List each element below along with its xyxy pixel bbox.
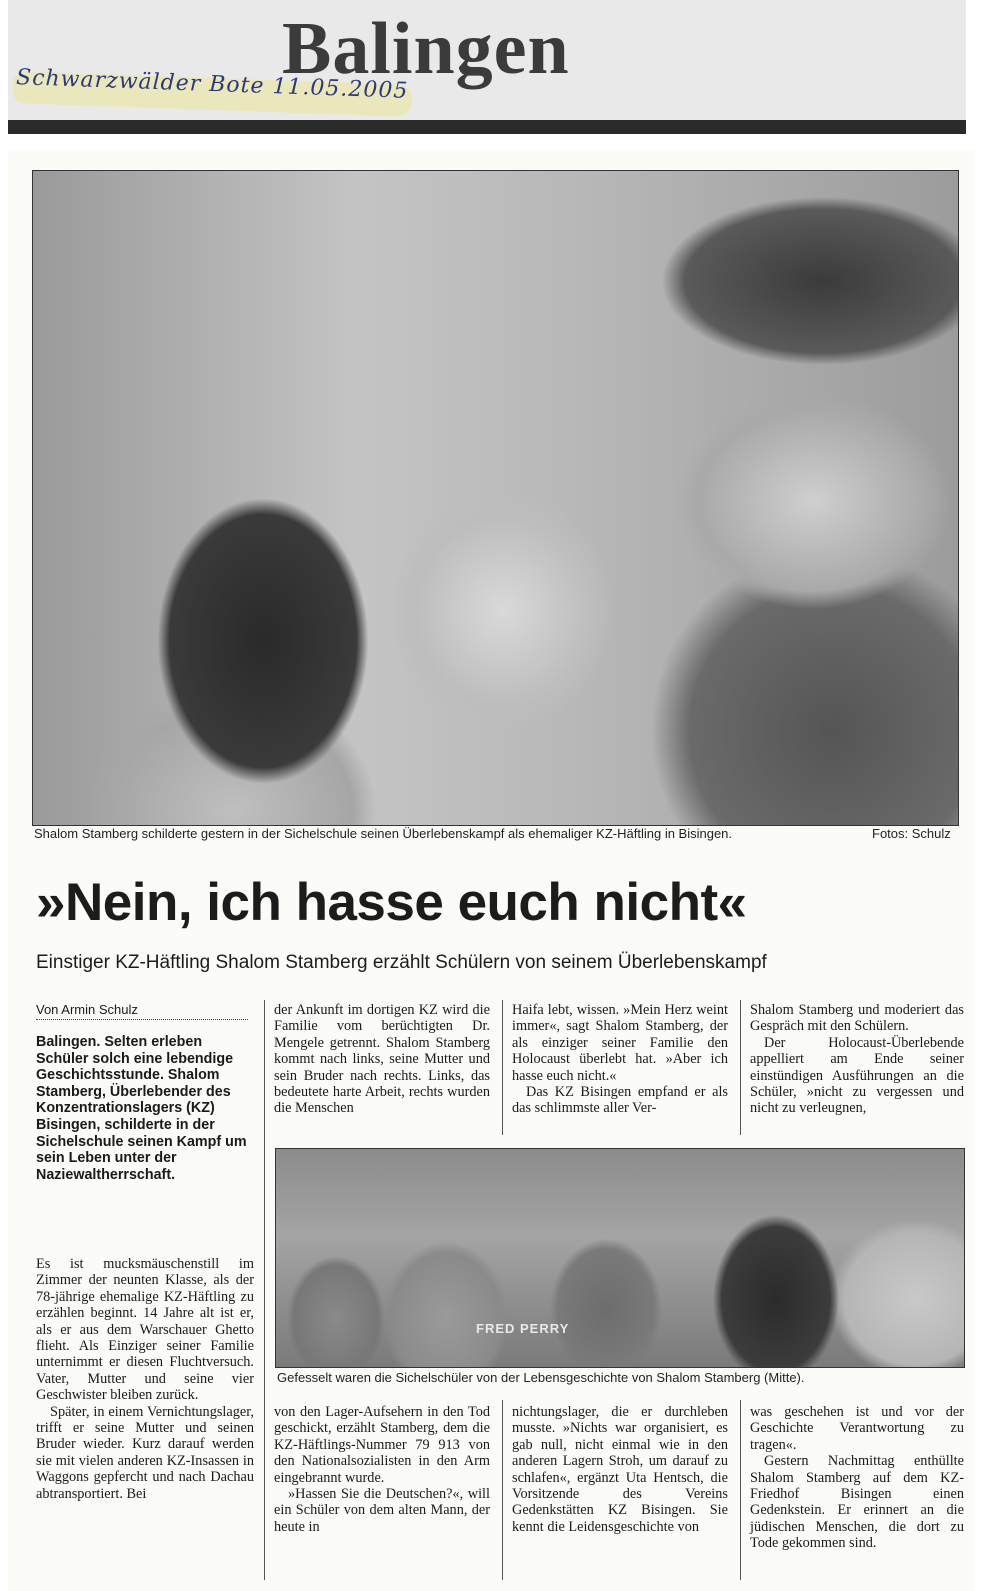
paragraph: nichtungslager, die er durchleben musste. »Nichts war organisiert, es gab null, nicht einmal wie in den anderen Lagern Stroh, um darauf zu schlafen«, ergänzt Uta Hentsch, die Vorsitzende des Vereins Gedenkstätten KZ Bisingen. Sie kennt die Leidensgeschichte von <box>512 1404 728 1535</box>
paragraph: Haifa lebt, wissen. »Mein Herz weint immer«, sagt Shalom Stamberg, der als einziger seiner Familie den Holocaust überlebt hat. »Aber ich hasse euch nicht.« <box>512 1002 728 1084</box>
column-separator <box>502 1400 503 1580</box>
column-2-bottom <box>274 1404 490 1535</box>
paragraph: Der Holocaust-Überlebende appelliert am Ende seiner einstündigen Ausführungen an die Schüler, »nicht zu vergessen und nicht zu verleugnen, <box>750 1034 964 1117</box>
column-separator <box>740 1400 741 1580</box>
column-3-top <box>512 1002 728 1117</box>
paragraph: »Hassen Sie die Deutschen?«, will ein Schüler von dem alten Mann, der heute in <box>274 1486 490 1535</box>
main-photo-caption: Shalom Stamberg schilderte gestern in der Sichelschule seinen Überlebenskampf als ehemaliger KZ-Häftling in Bisingen. <box>34 826 733 841</box>
paragraph: der Ankunft im dortigen KZ wird die Familie vom berüchtigten Dr. Mengele getrennt. Shalom Stamberg kommt nach links, seine Mutter und sein Bruder nach rechts. Links, das bedeutete harte Arbeit, rechts wurden die Menschen <box>274 1002 490 1117</box>
column-separator <box>264 1000 265 1580</box>
headline: »Nein, ich hasse euch nicht« <box>36 873 747 932</box>
paragraph: Das KZ Bisingen empfand er als das schlimmste aller Ver- <box>512 1084 728 1117</box>
column-separator <box>502 1000 503 1135</box>
byline: Von Armin Schulz <box>36 1002 248 1020</box>
main-photo <box>32 170 959 826</box>
photo-credit: Fotos: Schulz <box>872 826 951 841</box>
paragraph: Gestern Nachmittag enthüllte Shalom Stamberg auf dem KZ-Friedhof Bisingen einen Gedenkstein. Er erinnert an die jüdischen Menschen, die dort zu Tode gekommen sind. <box>750 1453 964 1552</box>
paragraph: Später, in einem Vernichtungslager, trifft er seine Mutter und seinen Bruder wieder. Kurz darauf werden sie mit vielen anderen KZ-Insassen in Waggons gepfercht und nach Dachau abtransportiert. Bei <box>36 1403 254 1502</box>
column-1-body <box>36 1256 254 1502</box>
column-2-top <box>274 1002 490 1117</box>
column-3-bottom <box>512 1404 728 1535</box>
column-4-bottom <box>750 1404 964 1552</box>
paragraph: Shalom Stamberg und moderiert das Gespräch mit den Schülern. <box>750 1002 964 1035</box>
paragraph: von den Lager-Aufsehern in den Tod geschickt, erzählt Stamberg, dem die KZ-Häftlings-Nummer 79 913 von den Nationalsozialisten in den Arm eingebrannt wurde. <box>274 1404 490 1486</box>
paragraph: was geschehen ist und vor der Geschichte Verantwortung zu tragen«. <box>750 1404 964 1453</box>
column-separator <box>740 1000 741 1135</box>
handwritten-source-note: Schwarzwälder Bote 11.05.2005 <box>15 65 409 104</box>
subheadline: Einstiger KZ-Häftling Shalom Stamberg erzählt Schülern von seinem Überlebenskampf <box>36 952 767 973</box>
paragraph: Es ist mucksmäuschenstill im Zimmer der neunten Klasse, als der 78-jährige ehemalige KZ-Häftling zu erzählen beginnt. 14 Jahre alt ist er, als er aus dem Warschauer Ghetto flieht. Als Einziger seiner Familie unternimmt er diesen Fluchtversuch. Vater, Mutter und seine vier Geschwister bleiben zurück. <box>36 1256 254 1404</box>
column-4-top <box>750 1002 964 1117</box>
masthead-title: Balingen <box>282 8 570 90</box>
group-photo <box>275 1148 965 1368</box>
group-photo-caption: Gefesselt waren die Sichelschüler von der Lebensgeschichte von Shalom Stamberg (Mitte). <box>277 1370 805 1385</box>
lead-paragraph: Balingen. Selten erleben Schüler solch eine lebendige Geschichtsstunde. Shalom Stamberg, Überlebender des Konzentrationslagers (KZ) Bisingen, schilderte in der Sichelschule seinen Kampf um sein Leben unter der Naziewaltherrschaft. <box>36 1034 247 1183</box>
header-rule <box>8 120 966 134</box>
shirt-print: FRED PERRY <box>476 1321 570 1336</box>
